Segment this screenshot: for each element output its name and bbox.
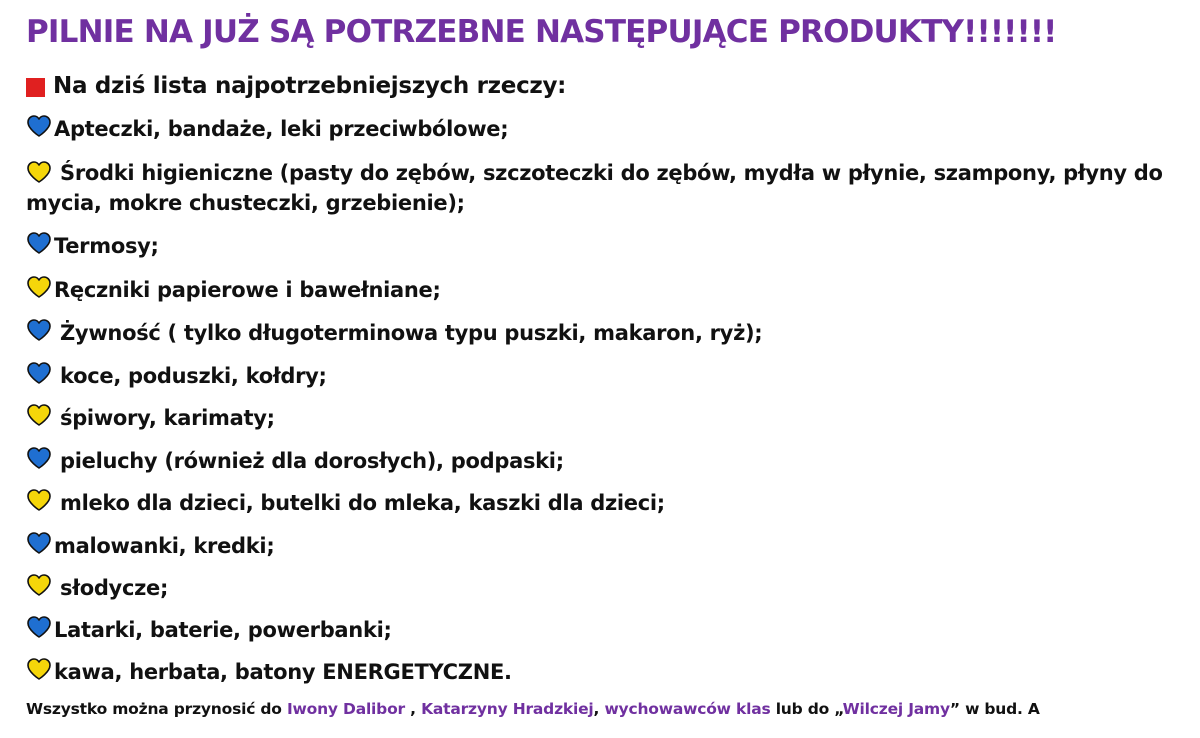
list-item-text: Latarki, baterie, powerbanki; (54, 618, 392, 642)
location-name: Wilczej Jamy (842, 700, 950, 718)
list-item (26, 114, 508, 144)
list-item (26, 275, 441, 305)
blue-heart-icon (26, 531, 52, 555)
list-item (26, 403, 275, 433)
blue-heart-icon (26, 231, 52, 255)
list-item-text: kawa, herbata, batony ENERGETYCZNE. (54, 660, 512, 684)
list-item (26, 446, 564, 476)
red-square-icon (26, 78, 45, 97)
footer-text: Wszystko można przynosić do (26, 700, 287, 718)
contact-name: Katarzyny Hradzkiej (421, 700, 594, 718)
yellow-heart-icon (26, 160, 52, 184)
list-item-text: mleko dla dzieci, butelki do mleka, kaszki dla dzieci; (60, 491, 665, 515)
page-title: PILNIE NA JUŻ SĄ POTRZEBNE NASTĘPUJĄCE PRODUKTY!!!!!!! (26, 14, 1057, 50)
list-item (26, 615, 392, 645)
list-item (26, 573, 168, 603)
list-item-text: słodycze; (60, 576, 169, 600)
yellow-heart-icon (26, 573, 52, 597)
blue-heart-icon (26, 318, 52, 342)
contact-group: wychowawców klas (604, 700, 771, 718)
list-item-text: Środki higieniczne (pasty do zębów, szczoteczki do zębów, mydła w płynie, szampony, płyny do mycia, mokre chusteczki, grzebienie); (26, 161, 1163, 215)
footer-text: lub do „ (770, 700, 843, 718)
list-item-text: Ręczniki papierowe i bawełniane; (54, 278, 441, 302)
list-heading-text: Na dziś lista najpotrzebniejszych rzeczy: (53, 73, 567, 99)
list-item-text: malowanki, kredki; (54, 534, 275, 558)
blue-heart-icon (26, 361, 52, 385)
list-item-text: koce, poduszki, kołdry; (60, 364, 327, 388)
list-item-text: śpiwory, karimaty; (60, 406, 275, 430)
list-item (26, 531, 274, 561)
list-item (26, 158, 1194, 218)
list-item (26, 231, 159, 261)
yellow-heart-icon (26, 403, 52, 427)
footer-note (26, 697, 1040, 721)
list-item (26, 361, 327, 391)
list-item (26, 318, 762, 348)
yellow-heart-icon (26, 275, 52, 299)
yellow-heart-icon (26, 657, 52, 681)
footer-separator: , (404, 700, 422, 718)
list-item-text: Żywność ( tylko długoterminowa typu puszki, makaron, ryż); (60, 321, 763, 345)
footer-separator: , (593, 700, 605, 718)
blue-heart-icon (26, 114, 52, 138)
footer-text: ” w bud. A (949, 700, 1040, 718)
list-item-text: Termosy; (54, 234, 159, 258)
blue-heart-icon (26, 615, 52, 639)
list-heading (26, 70, 566, 102)
list-item-text: pieluchy (również dla dorosłych), podpaski; (60, 449, 564, 473)
list-item (26, 488, 665, 518)
yellow-heart-icon (26, 488, 52, 512)
list-item-text: Apteczki, bandaże, leki przeciwbólowe; (54, 117, 509, 141)
list-item (26, 657, 512, 687)
contact-name: Iwony Dalibor (286, 700, 405, 718)
blue-heart-icon (26, 446, 52, 470)
